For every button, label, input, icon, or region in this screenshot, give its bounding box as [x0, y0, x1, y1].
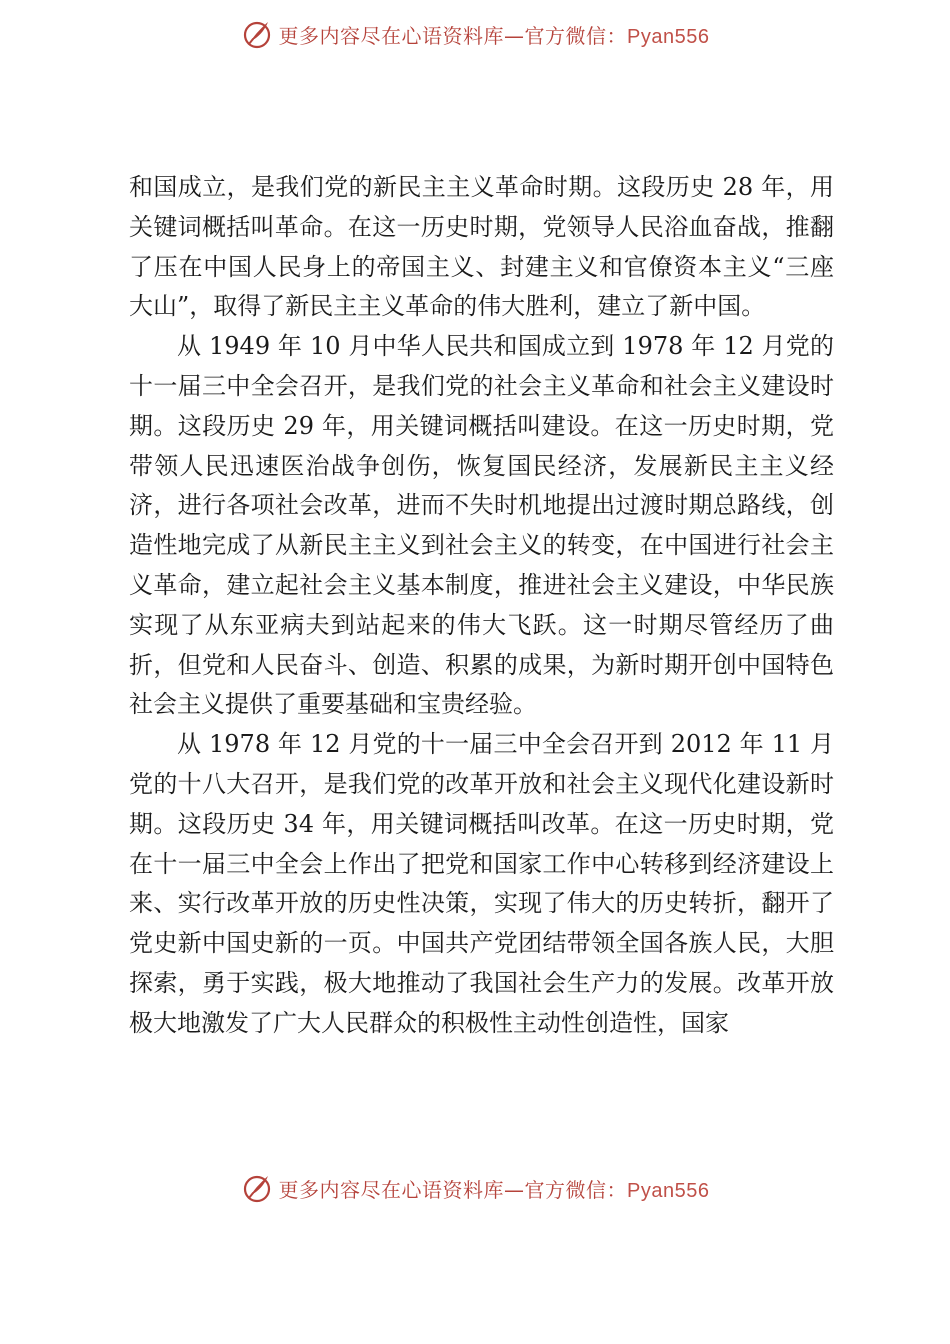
header-wechat-id: Pyan556 [627, 25, 710, 48]
footer-banner-label: 更多内容尽在心语资料库—官方微信： [278, 1177, 628, 1202]
document-body [129, 168, 834, 1044]
footer-banner [0, 1168, 950, 1208]
quill-logo-icon [241, 1172, 273, 1204]
paragraph-2: 从 1949 年 10 月中华人民共和国成立到 1978 年 12 月党的十一届三中全会召开，是我们党的社会主义革命和社会主义建设时期。这段历史 29 年，用关键词概括叫建设。在这一历史时期，党带领人民迅速医治战争创伤，恢复国民经济，发展新民主主义经济，进行各项社会改革，进而不失时机地提出过渡时期总路线，创造性地完成了从新民主主义到社会主义的转变，在中国进行社会主义革命，建立起社会主义基本制度，推进社会主义建设，中华民族实现了从东亚病夫到站起来的伟大飞跃。这一时期尽管经历了曲折，但党和人民奋斗、创造、积累的成果，为新时期开创中国特色社会主义提供了重要基础和宝贵经验。 [129, 332, 834, 719]
footer-wechat-id: Pyan556 [627, 1179, 710, 1202]
paragraph-1: 和国成立，是我们党的新民主主义革命时期。这段历史 28 年，用关键词概括叫革命。在这一历史时期，党领导人民浴血奋战，推翻了压在中国人民身上的帝国主义、封建主义和官僚资本主义“三座大山”，取得了新民主主义革命的伟大胜利，建立了新中国。 [129, 173, 834, 321]
footer-banner-text [279, 1174, 710, 1203]
header-banner [0, 14, 950, 54]
paragraph-3: 从 1978 年 12 月党的十一届三中全会召开到 2012 年 11 月党的十八大召开，是我们党的改革开放和社会主义现代化建设新时期。这段历史 34 年，用关键词概括叫改革。在这一历史时期，党在十一届三中全会上作出了把党和国家工作中心转移到经济建设上来、实行改革开放的历史性决策，实现了伟大的历史转折，翻开了党史新中国史新的一页。中国共产党团结带领全国各族人民，大胆探索，勇于实践，极大地推动了我国社会生产力的发展。改革开放极大地激发了广大人民群众的积极性主动性创造性，国家 [129, 730, 834, 1037]
header-banner-text [279, 20, 710, 49]
quill-logo-icon [241, 18, 273, 50]
header-banner-label: 更多内容尽在心语资料库—官方微信： [278, 23, 628, 48]
